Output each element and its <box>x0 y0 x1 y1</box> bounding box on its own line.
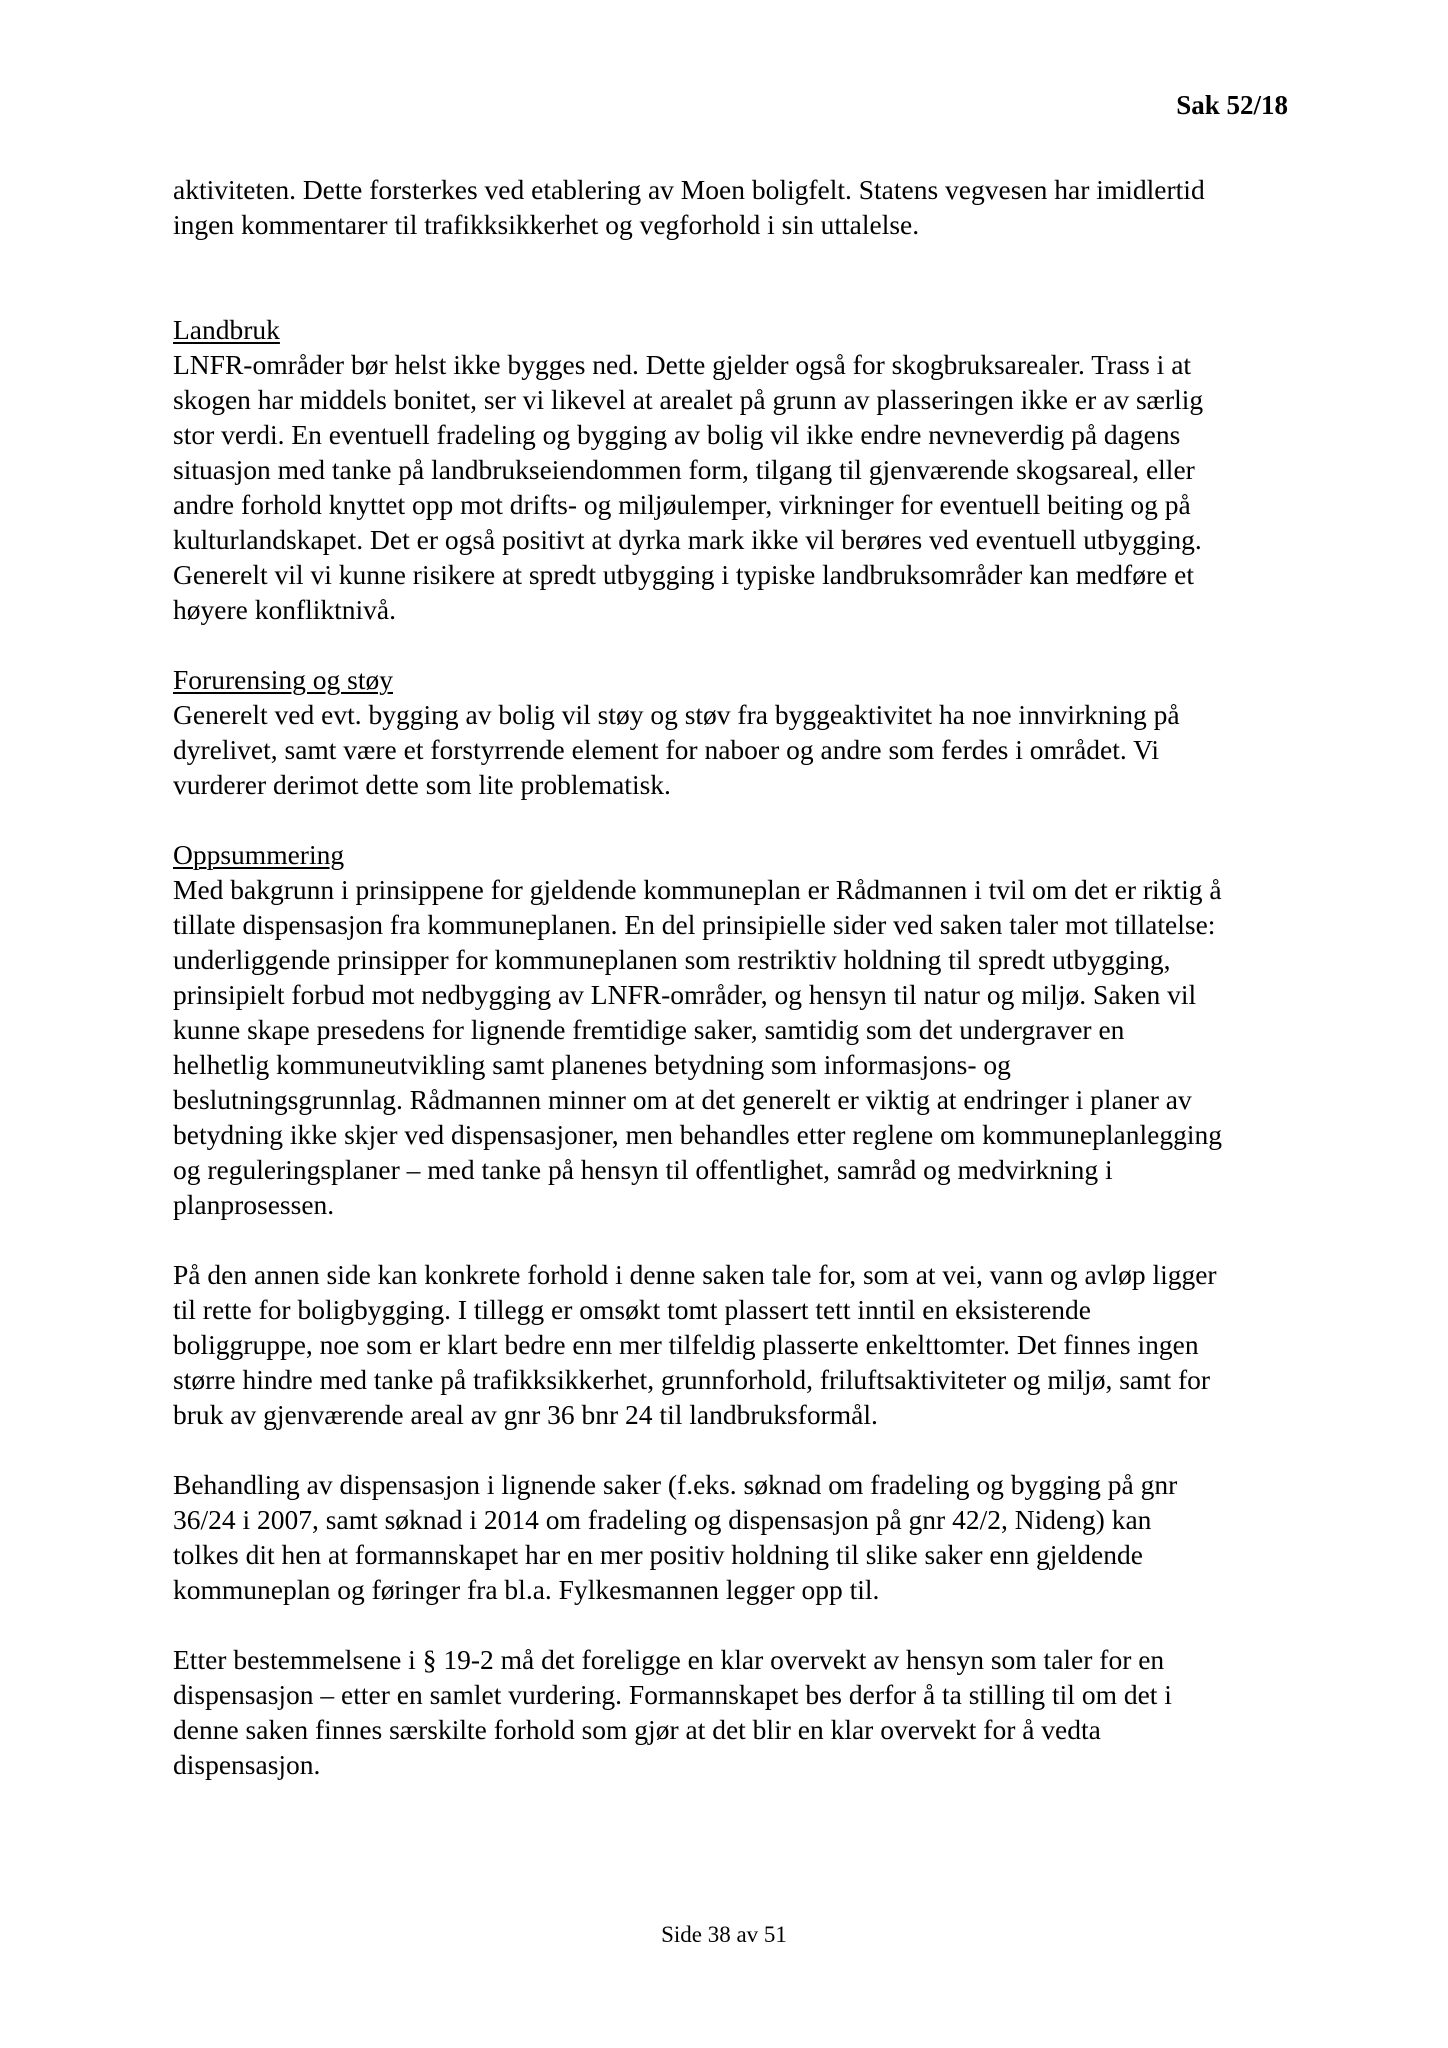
paragraph-annen-side <box>173 1257 1298 1432</box>
text-line: aktiviteten. Dette forsterkes ved etablering av Moen boligfelt. Statens vegvesen har imidlertid <box>173 174 1205 205</box>
section-landbruk <box>173 312 1298 627</box>
text-line: til rette for boligbygging. I tillegg er omsøkt tomt plassert tett inntil en eksisterende <box>173 1294 1092 1325</box>
text-line: 36/24 i 2007, samt søknad i 2014 om fradeling og dispensasjon på gnr 42/2, Nideng) kan <box>173 1504 1152 1535</box>
section-heading: Oppsummering <box>173 839 345 870</box>
text-line: På den annen side kan konkrete forhold i denne saken tale for, som at vei, vann og avløp ligger <box>173 1259 1217 1290</box>
text-line: skogen har middels bonitet, ser vi likevel at arealet på grunn av plasseringen ikke er av særlig <box>173 384 1204 415</box>
text-line: dispensasjon. <box>173 1749 321 1780</box>
text-line: Med bakgrunn i prinsippene for gjeldende kommuneplan er Rådmannen i tvil om det er riktig å <box>173 874 1222 905</box>
text-line: stor verdi. En eventuell fradeling og bygging av bolig vil ikke endre nevneverdig på dagens <box>173 419 1181 450</box>
text-line: underliggende prinsipper for kommuneplanen som restriktiv holdning til spredt utbygging, <box>173 944 1171 975</box>
text-line: høyere konfliktnivå. <box>173 594 396 625</box>
paragraph-bestemmelsene <box>173 1642 1298 1782</box>
text-line: ingen kommentarer til trafikksikkerhet og vegforhold i sin uttalelse. <box>173 209 920 240</box>
section-forurensing <box>173 662 1298 802</box>
text-line: kunne skape presedens for lignende fremtidige saker, samtidig som det undergraver en <box>173 1014 1125 1045</box>
text-line: Generelt ved evt. bygging av bolig vil støy og støv fra byggeaktivitet ha noe innvirkning på <box>173 699 1180 730</box>
text-line: boliggruppe, noe som er klart bedre enn mer tilfeldig plasserte enkelttomter. Det finnes ingen <box>173 1329 1199 1360</box>
text-line: LNFR-områder bør helst ikke bygges ned. Dette gjelder også for skogbruksarealer. Trass i at <box>173 349 1192 380</box>
text-line: planprosessen. <box>173 1189 335 1220</box>
section-oppsummering <box>173 837 1298 1222</box>
text-line: bruk av gjenværende areal av gnr 36 bnr 24 til landbruksformål. <box>173 1399 878 1430</box>
text-line: kulturlandskapet. Det er også positivt at dyrka mark ikke vil berøres ved eventuell utbygging. <box>173 524 1202 555</box>
text-line: beslutningsgrunnlag. Rådmannen minner om at det generelt er viktig at endringer i planer av <box>173 1084 1192 1115</box>
text-line: situasjon med tanke på landbrukseiendommen form, tilgang til gjenværende skogsareal, eller <box>173 454 1195 485</box>
text-line: Etter bestemmelsene i § 19-2 må det foreligge en klar overvekt av hensyn som taler for en <box>173 1644 1165 1675</box>
text-line: tolkes dit hen at formannskapet har en mer positiv holdning til slike saker enn gjeldende <box>173 1539 1143 1570</box>
document-body <box>173 172 1298 1782</box>
text-line: større hindre med tanke på trafikksikkerhet, grunnforhold, friluftsaktiviteter og miljø, samt for <box>173 1364 1211 1395</box>
text-line: prinsipielt forbud mot nedbygging av LNFR-områder, og hensyn til natur og miljø. Saken vil <box>173 979 1197 1010</box>
section-heading: Landbruk <box>173 314 280 345</box>
intro-paragraph <box>173 172 1298 242</box>
text-line: tillate dispensasjon fra kommuneplanen. En del prinsipielle sider ved saken taler mot tillatelse: <box>173 909 1216 940</box>
text-line: og reguleringsplaner – med tanke på hensyn til offentlighet, samråd og medvirkning i <box>173 1154 1113 1185</box>
text-line: helhetlig kommuneutvikling samt planenes betydning som informasjons- og <box>173 1049 1011 1080</box>
text-line: kommuneplan og føringer fra bl.a. Fylkesmannen legger opp til. <box>173 1574 880 1605</box>
page-number: Side 38 av 51 <box>661 1922 787 1947</box>
text-line: dyrelivet, samt være et forstyrrende element for naboer og andre som ferdes i området. Vi <box>173 734 1159 765</box>
text-line: Behandling av dispensasjon i lignende saker (f.eks. søknad om fradeling og bygging på gnr <box>173 1469 1178 1500</box>
text-line: betydning ikke skjer ved dispensasjoner, men behandles etter reglene om kommuneplanlegging <box>173 1119 1222 1150</box>
paragraph-behandling <box>173 1467 1298 1607</box>
text-line: denne saken finnes særskilte forhold som gjør at det blir en klar overvekt for å vedta <box>173 1714 1101 1745</box>
case-number: Sak 52/18 <box>1176 90 1288 120</box>
text-line: vurderer derimot dette som lite problematisk. <box>173 769 671 800</box>
section-heading: Forurensing og støy <box>173 664 393 695</box>
text-line: Generelt vil vi kunne risikere at spredt utbygging i typiske landbruksområder kan medføre et <box>173 559 1195 590</box>
text-line: andre forhold knyttet opp mot drifts- og miljøulemper, virkninger for eventuell beiting og på <box>173 489 1191 520</box>
text-line: dispensasjon – etter en samlet vurdering. Formannskapet bes derfor å ta stilling til om det i <box>173 1679 1172 1710</box>
